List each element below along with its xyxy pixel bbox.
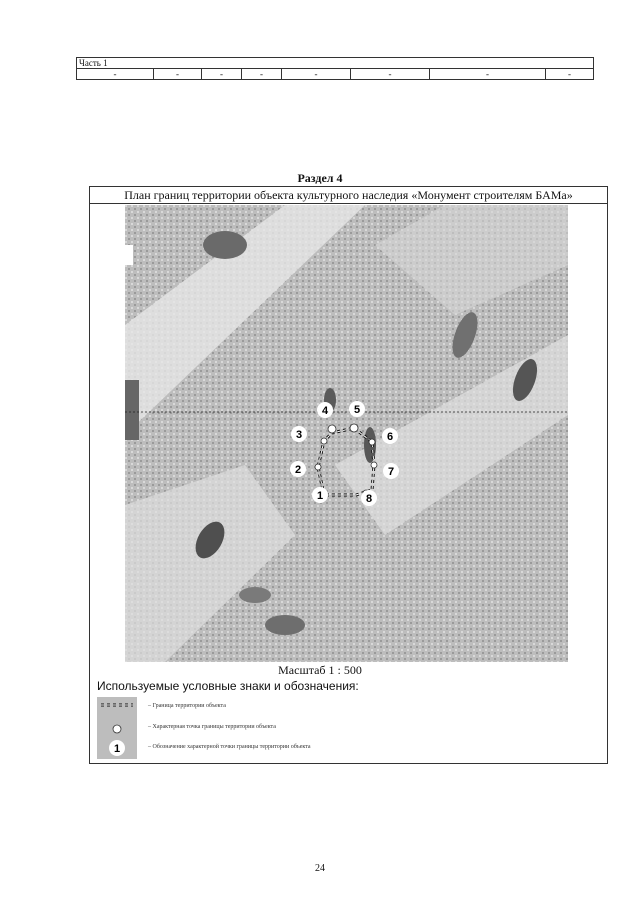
legend-item: – Граница территории объекта [148,703,226,709]
map-image [125,205,568,662]
boundary-point [321,438,327,444]
legend-samples [97,697,137,759]
map-dark-patch [265,615,305,635]
map-dark-patch [125,380,139,440]
point-label: 4 [321,405,329,417]
table-cell: - [242,69,282,80]
boundary-point [350,424,358,432]
page-number: 24 [315,863,325,874]
point-label: 2 [294,464,302,476]
boundary-point [328,425,336,433]
point-label: 8 [365,493,373,505]
boundary-point [369,439,375,445]
point-label: 3 [295,429,303,441]
legend-item: – Обозначение характерной точки границы территории объекта [148,744,311,750]
map-dark-patch [203,231,247,259]
legend-title: Используемые условные знаки и обозначения: [97,679,359,693]
point-label: 5 [353,404,361,416]
point-label: 7 [387,466,395,478]
plan-title: План границ территории объекта культурного наследия «Монумент строителям БАМа» [90,187,607,204]
point-label: 6 [386,431,394,443]
map-light-area [125,245,133,265]
legend-point-sample [113,725,121,733]
table-cell: - [154,69,202,80]
map-dark-patch [239,587,271,603]
table-label: Часть 1 [77,58,594,69]
table-cell: - [202,69,242,80]
table-cell: - [546,69,594,80]
table-cell: - [77,69,154,80]
legend-item: – Характерная точка границы территории объекта [148,724,276,730]
point-label: 1 [316,490,324,502]
boundary-point [315,464,321,470]
top-table [76,57,594,80]
table-cell: - [351,69,430,80]
table-cell: - [430,69,546,80]
section-title: Раздел 4 [297,171,343,185]
boundary-point [371,462,377,468]
map-scale: Масштаб 1 : 500 [278,663,362,677]
table-cell: - [282,69,351,80]
legend-label-text: 1 [113,743,121,755]
